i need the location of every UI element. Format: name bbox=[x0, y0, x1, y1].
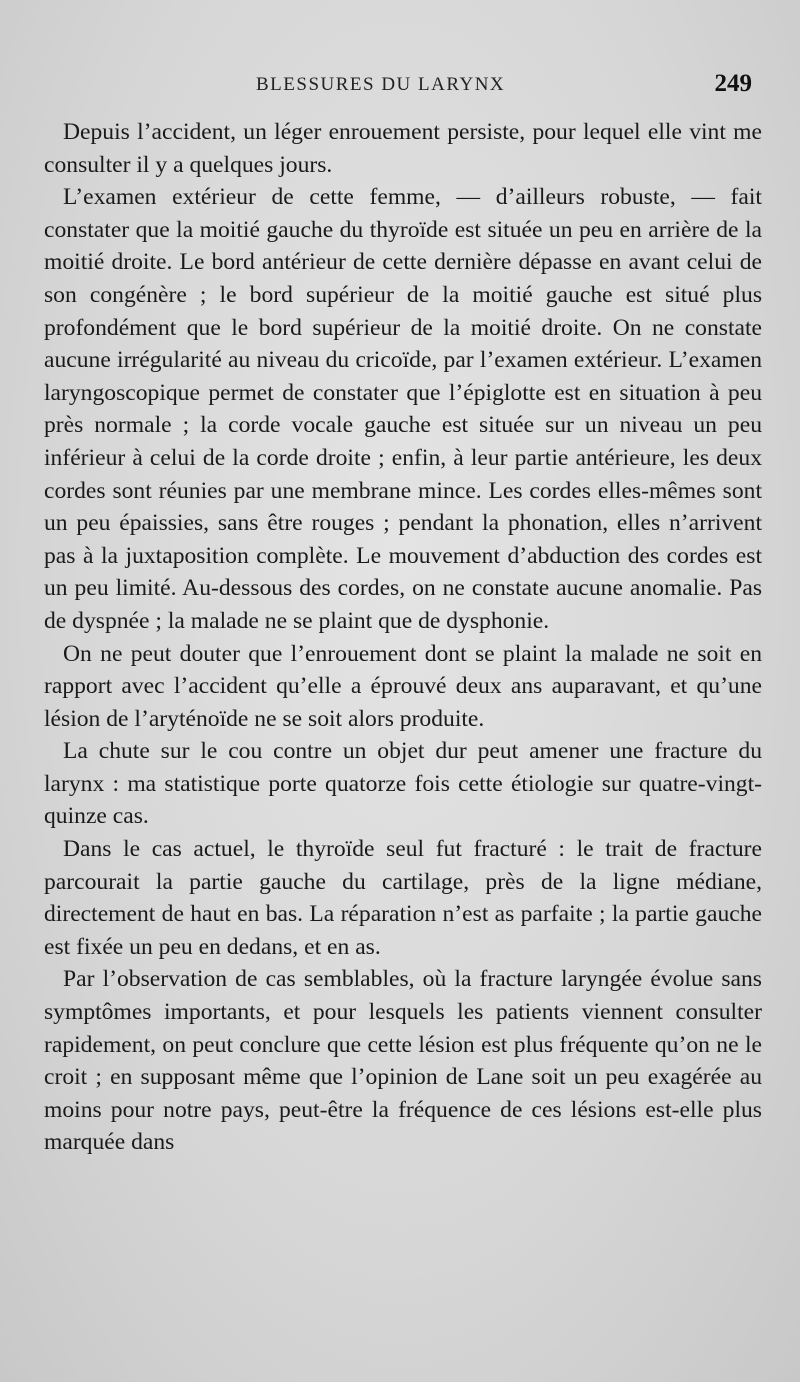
running-head bbox=[44, 70, 762, 110]
paragraph: L’examen extérieur de cette femme, — d’ailleurs robuste, — fait constater que la moitié gauche du thyroïde est située un peu en arrière de la moitié droite. Le bord antérieur de cette dernière dépasse en avant celui de son congénère ; le bord supérieur de la moitié gauche est situé plus profondément que le bord supérieur de la moitié droite. On ne constate aucune irrégularité au niveau du cricoïde, par l’examen extérieur. L’examen laryngoscopique permet de constater que l’épiglotte est en situation à peu près normale ; la corde vocale gauche est située sur un niveau un peu inférieur à celui de la corde droite ; enfin, à leur partie antérieure, les deux cordes sont réunies par une membrane mince. Les cordes elles-mêmes sont un peu épaissies, sans être rouges ; pendant la phonation, elles n’arrivent pas à la juxtaposition complète. Le mouvement d’abduction des cordes est un peu limité. Au-dessous des cordes, on ne constate aucune anomalie. Pas de dyspnée ; la malade ne se plaint que de dysphonie. bbox=[44, 184, 762, 634]
body-text bbox=[44, 116, 762, 1159]
paragraph: On ne peut douter que l’enrouement dont se plaint la malade ne soit en rapport avec l’accident qu’elle a éprouvé deux ans auparavant, et qu’une lésion de l’aryténoïde ne se soit alors produite. bbox=[44, 640, 762, 732]
paragraph: Depuis l’accident, un léger enrouement persiste, pour lequel elle vint me consulter il y a quelques jours. bbox=[44, 119, 762, 178]
running-title: BLESSURES DU LARYNX bbox=[256, 74, 506, 95]
page-number: 249 bbox=[714, 70, 752, 97]
paragraph: La chute sur le cou contre un objet dur peut amener une fracture du larynx : ma statistique porte quatorze fois cette étiologie sur quatre-vingt-quinze cas. bbox=[44, 738, 762, 830]
paragraph: Dans le cas actuel, le thyroïde seul fut fracturé : le trait de fracture parcourait la partie gauche du cartilage, près de la ligne médiane, directement de haut en bas. La réparation n’est as parfaite ; la partie gauche est fixée un peu en dedans, et en as. bbox=[44, 836, 762, 960]
paragraph: Par l’observation de cas semblables, où la fracture laryngée évolue sans symptômes importants, et pour lesquels les patients viennent consulter rapidement, on peut conclure que cette lésion est plus fréquente qu’on ne le croit ; en supposant même que l’opinion de Lane soit un peu exagérée au moins pour notre pays, peut-être la fréquence de ces lésions est-elle plus marquée dans bbox=[44, 966, 762, 1156]
